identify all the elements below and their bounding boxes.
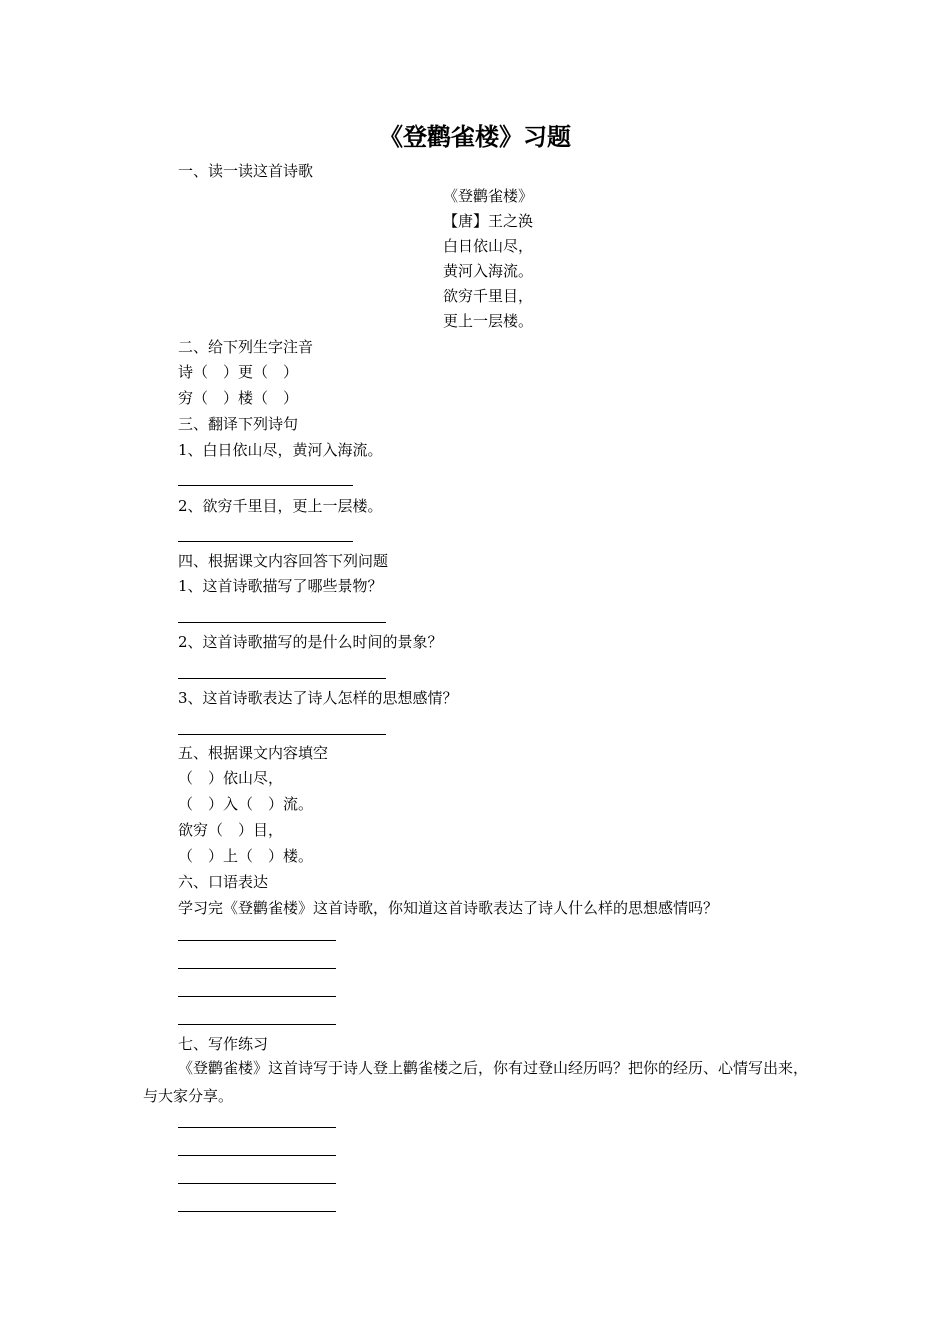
answer-blank[interactable]	[178, 940, 336, 941]
answer-blank[interactable]	[178, 996, 336, 997]
document-title: 《登鹳雀楼》习题	[379, 122, 571, 151]
speaking-prompt: 学习完《登鹳雀楼》这首诗歌，你知道这首诗歌表达了诗人什么样的思想感情吗？	[178, 899, 719, 917]
question-2: 2、这首诗歌描写的是什么时间的景象？	[178, 633, 443, 651]
answer-blank[interactable]	[178, 968, 336, 969]
answer-blank[interactable]	[178, 678, 386, 679]
answer-blank[interactable]	[178, 1183, 336, 1184]
question-1: 1、这首诗歌描写了哪些景物？	[178, 577, 383, 595]
section-6-heading: 六、口语表达	[178, 873, 269, 891]
translate-item-1: 1、白日依山尽，黄河入海流。	[178, 441, 383, 459]
answer-blank[interactable]	[178, 622, 386, 623]
section-3-heading: 三、翻译下列诗句	[178, 415, 299, 433]
pinyin-line-1: 诗（ ）更（ ）	[178, 363, 299, 381]
poem-line-2: 黄河入海流。	[443, 262, 534, 280]
answer-blank[interactable]	[178, 541, 353, 542]
section-7-heading: 七、写作练习	[178, 1035, 269, 1053]
fill-line-4: （ ）上（ ）楼。	[178, 847, 314, 865]
answer-blank[interactable]	[178, 485, 353, 486]
fill-line-1: （ ）依山尽，	[178, 769, 284, 787]
section-2-heading: 二、给下列生字注音	[178, 338, 314, 356]
poem-line-4: 更上一层楼。	[443, 312, 534, 330]
fill-line-3: 欲穷（ ）目，	[178, 821, 284, 839]
fill-line-2: （ ）入（ ）流。	[178, 795, 314, 813]
translate-item-2: 2、欲穷千里目，更上一层楼。	[178, 497, 383, 515]
poem-author: 【唐】王之涣	[443, 212, 534, 230]
answer-blank[interactable]	[178, 1155, 336, 1156]
poem-line-3: 欲穷千里目，	[443, 287, 534, 305]
answer-blank[interactable]	[178, 734, 386, 735]
section-1-heading: 一、读一读这首诗歌	[178, 162, 314, 180]
section-5-heading: 五、根据课文内容填空	[178, 744, 329, 762]
answer-blank[interactable]	[178, 1127, 336, 1128]
poem-title: 《登鹳雀楼》	[443, 187, 534, 205]
answer-blank[interactable]	[178, 1211, 336, 1212]
question-3: 3、这首诗歌表达了诗人怎样的思想感情？	[178, 689, 458, 707]
poem-line-1: 白日依山尽，	[443, 237, 534, 255]
section-4-heading: 四、根据课文内容回答下列问题	[178, 552, 389, 570]
writing-prompt: 《登鹳雀楼》这首诗写于诗人登上鹳雀楼之后，你有过登山经历吗？把你的经历、心情写出来，与大家分享。	[143, 1059, 809, 1105]
answer-blank[interactable]	[178, 1024, 336, 1025]
pinyin-line-2: 穷（ ）楼（ ）	[178, 389, 299, 407]
